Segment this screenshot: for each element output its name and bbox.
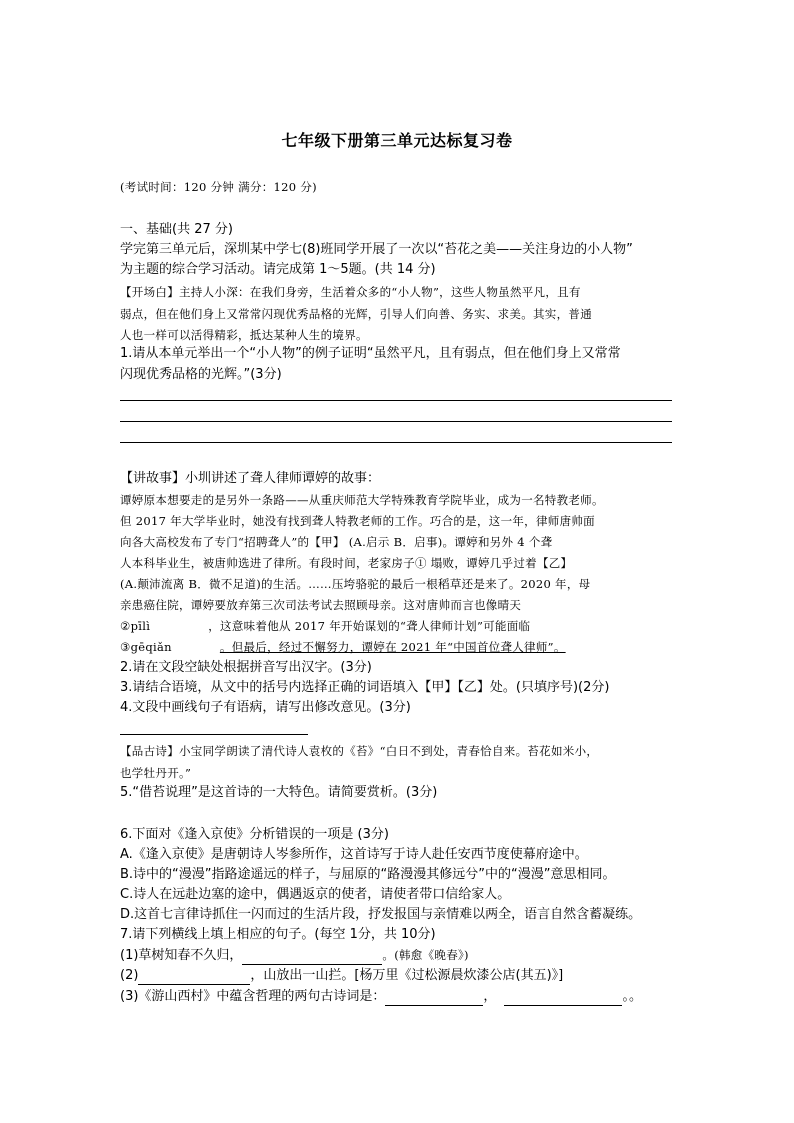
question-1-line-2: 闪现优秀品格的光辉。”(3分) <box>120 367 282 382</box>
underlined-sentence: 。但最后，经过不懈努力，谭婷在 2021 年“中国首位聋人律师”。 <box>219 640 566 654</box>
question-4: 4.文段中画线句子有语病，请写出修改意见。(3分) <box>120 700 411 715</box>
opening-line-2: 弱点，但在他们身上又常常闪现优秀品格的光辉，引导人们向善、务实、求美。其实，普通 <box>120 307 592 321</box>
opening-line-1: 【开场白】主持人小深：在我们身旁，生活着众多的“小人物”，这些人物虽然平凡，且有 <box>120 285 581 299</box>
pinyin-blank-3: ③gēqiǎn <box>120 640 172 654</box>
question-2: 2.请在文段空缺处根据拼音写出汉字。(3分) <box>120 660 372 675</box>
fill-blank[interactable] <box>242 951 382 965</box>
story-line-8-text: ，这意味着他从 2017 年开始谋划的“聋人律师计划”可能面临 <box>208 619 531 633</box>
answer-line <box>120 421 672 422</box>
question-6-option-b: B.诗中的“漫漫”指路途遥远的样子，与屈原的“路漫漫其修远兮”中的“漫漫”意思相同。 <box>120 867 616 882</box>
answer-line <box>120 400 672 401</box>
story-line-7: 亲患癌住院，谭婷要放弃第三次司法考试去照顾母亲。这对唐帅而言也像晴天 <box>120 598 522 612</box>
answer-line <box>120 442 672 443</box>
item-2-prefix: (2) <box>120 968 139 983</box>
intro-line-2: 为主题的综合学习活动。请完成第 1～5题。(共 14 分) <box>120 262 436 277</box>
question-7-item-3 <box>120 988 642 1006</box>
story-line-6: (A.颠沛流离 B．微不足道)的生活。……压垮骆驼的最后一根稻草还是来了。2020 年，母 <box>120 577 591 591</box>
item-3-prefix: (3)《游山西村》中蕴含哲理的两句古诗词是： <box>120 989 386 1004</box>
question-7-item-2 <box>120 967 563 985</box>
question-1-line-1: 1.请从本单元举出一个“小人物”的例子证明“虽然平凡，且有弱点，但在他们身上又常常 <box>120 346 621 361</box>
question-7-stem: 7.请下列横线上填上相应的句子。(每空 1分，共 10分) <box>120 927 436 942</box>
story-heading: 【讲故事】小圳讲述了聋人律师谭婷的故事： <box>120 471 381 486</box>
story-line-9 <box>120 638 566 656</box>
question-6-option-d: D.这首七言律诗抓住一闪而过的生活片段，抒发报国与亲情难以两全，语言自然含蓄凝练。 <box>120 907 642 922</box>
fill-blank[interactable] <box>385 992 483 1006</box>
opening-line-3: 人也一样可以活得精彩，抵达某种人生的境界。 <box>120 328 368 342</box>
story-line-4: 向各大高校发布了专门“招聘聋人”的【甲】 (A.启示 B．启事)。谭婷和另外 4 个聋 <box>120 535 553 549</box>
fill-blank[interactable] <box>504 992 622 1006</box>
divider-line <box>120 734 308 735</box>
item-3-end: 。。 <box>622 989 642 1004</box>
question-5: 5.“借苔说理”是这首诗的一大特色。请简要赏析。(3分) <box>120 785 438 800</box>
story-line-5: 人本科毕业生，被唐帅选进了律所。有段时间，老家房子① 塌败，谭婷几乎过着【乙】 <box>120 556 573 570</box>
page-title: 七年级下册第三单元达标复习卷 <box>281 131 513 150</box>
item-2-source: ，山放出一山拦。[杨万里《过松源晨炊漆公店(其五)》] <box>250 968 564 983</box>
item-3-comma: ， <box>483 989 497 1004</box>
exam-info: (考试时间：120 分钟 满分：120 分) <box>120 180 317 194</box>
item-1-prefix: (1)草树知春不久归， <box>120 948 243 963</box>
question-3: 3.请结合语境，从文中的括号内选择正确的词语填入【甲】【乙】处。(只填序号)(2分) <box>120 680 610 695</box>
question-6-option-c: C.诗人在远赴边塞的途中，偶遇返京的使者，请使者带口信给家人。 <box>120 887 511 902</box>
poem-line-1: 【品古诗】小宝同学朗读了清代诗人袁枚的《苔》“白日不到处，青春恰自来。苔花如米小， <box>120 744 599 758</box>
question-6-option-a: A.《逢入京使》是唐朝诗人岑参所作，这首诗写于诗人赴任安西节度使幕府途中。 <box>120 847 588 862</box>
poem-line-2: 也学牡丹开。” <box>120 766 192 780</box>
pinyin-blank-2: ②pīlì <box>120 619 151 633</box>
intro-line-1: 学完第三单元后，深圳某中学七(8)班同学开展了一次以“苔花之美——关注身边的小人物” <box>120 242 633 257</box>
story-line-3: 但 2017 年大学毕业时，她没有找到聋人特教老师的工作。巧合的是，这一年，律师唐帅面 <box>120 514 595 528</box>
story-line-8 <box>120 617 530 635</box>
section-heading: 一、基础(共 27 分) <box>120 222 233 237</box>
fill-blank[interactable] <box>138 971 250 985</box>
question-7-item-1 <box>120 946 469 965</box>
story-line-2: 谭婷原本想要走的是另外一条路——从重庆师范大学特殊教育学院毕业，成为一名特教老师。 <box>120 493 604 507</box>
item-1-source: 。(韩愈《晚春》) <box>382 948 469 962</box>
question-6-stem: 6.下面对《逢入京使》分析错误的一项是 (3分) <box>120 827 389 842</box>
